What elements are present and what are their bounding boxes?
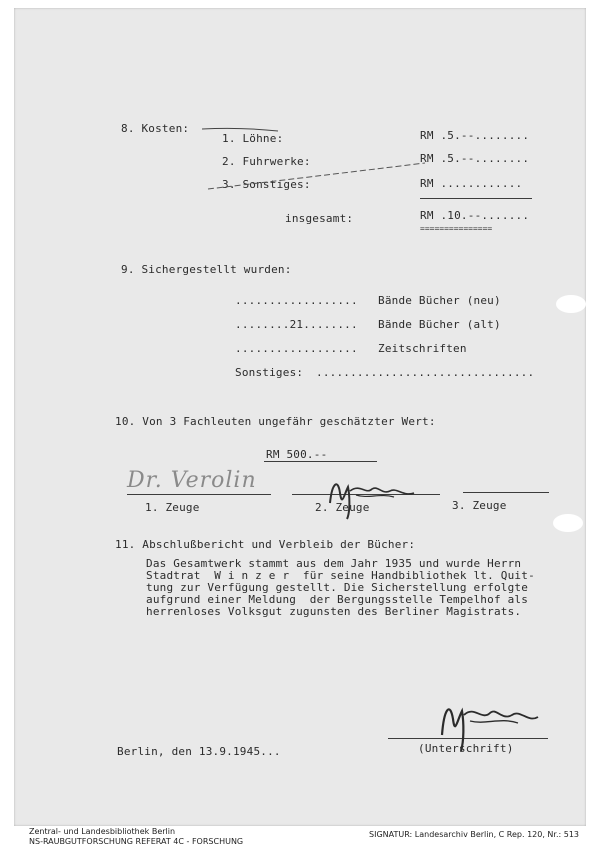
total-value: RM .10.--....... [420, 209, 530, 222]
witness2-signature [320, 473, 420, 523]
witness-label: 1. Zeuge [145, 501, 200, 514]
cost-item-label: 2. Fuhrwerke: [222, 155, 311, 168]
place-date: Berlin, den 13.9.1945... [117, 745, 281, 758]
witness-label: 2. Zeuge [315, 501, 370, 514]
witness-label: 3. Zeuge [452, 499, 507, 512]
footer-library: Zentral- und Landesbibliothek Berlin [29, 827, 176, 836]
secured-count: ........21........ [235, 318, 358, 331]
estimated-value: RM 500.-- [266, 448, 328, 461]
punch-hole-top [556, 295, 586, 313]
report-line: aufgrund einer Meldung der Bergungsstelle Tempelhof als [146, 593, 529, 606]
cost-item-label: 1. Löhne: [222, 132, 284, 145]
total-double-underline: =============== [420, 224, 493, 233]
secured-label: Bände Bücher (neu) [378, 294, 501, 307]
report-line: herrenloses Volksgut zugunsten des Berliner Magistrats. [146, 605, 522, 618]
section11-heading: 11. Abschlußbericht und Verbleib der Bücher: [115, 538, 416, 551]
secured-other-value: ................................ [316, 366, 535, 379]
report-line: Stadtrat W i n z e r für seine Handbibliothek lt. Quit- [146, 569, 535, 582]
footer-department: NS-RAUBGUTFORSCHUNG REFERAT 4C - FORSCHUNG [29, 837, 244, 846]
witness1-line [127, 494, 271, 495]
strike-through-mark [200, 125, 440, 195]
witness1-signature: Dr. Verolin [127, 468, 257, 493]
punch-hole-bottom [553, 514, 583, 532]
cost-item-value: RM ............ [420, 177, 523, 190]
secured-count: .................. [235, 294, 358, 307]
secured-label: Zeitschriften [378, 342, 467, 355]
report-line: tung zur Verfügung gestellt. Die Sicherstellung erfolgte [146, 581, 529, 594]
witness3-line [463, 492, 549, 493]
secured-other-label: Sonstiges: [235, 366, 304, 379]
secured-count: .................. [235, 342, 358, 355]
subtotal-rule [420, 198, 532, 199]
cost-item-value: RM .5.--........ [420, 129, 530, 142]
cost-item-value: RM .5.--........ [420, 152, 530, 165]
section10-heading: 10. Von 3 Fachleuten ungefähr geschätzter Wert: [115, 415, 436, 428]
value-underline [264, 461, 377, 462]
cost-item-label: 3. Sonstiges: [222, 178, 311, 191]
total-label: insgesamt: [285, 212, 354, 225]
section8-heading: 8. Kosten: [121, 122, 190, 135]
report-line: Das Gesamtwerk stammt aus dem Jahr 1935 und wurde Herrn [146, 557, 522, 570]
section9-heading: 9. Sichergestellt wurden: [121, 263, 292, 276]
secured-label: Bände Bücher (alt) [378, 318, 501, 331]
footer-signature-ref: SIGNATUR: Landesarchiv Berlin, C Rep. 120, Nr.: 513 [369, 830, 580, 839]
signature-label: (Unterschrift) [418, 742, 514, 755]
